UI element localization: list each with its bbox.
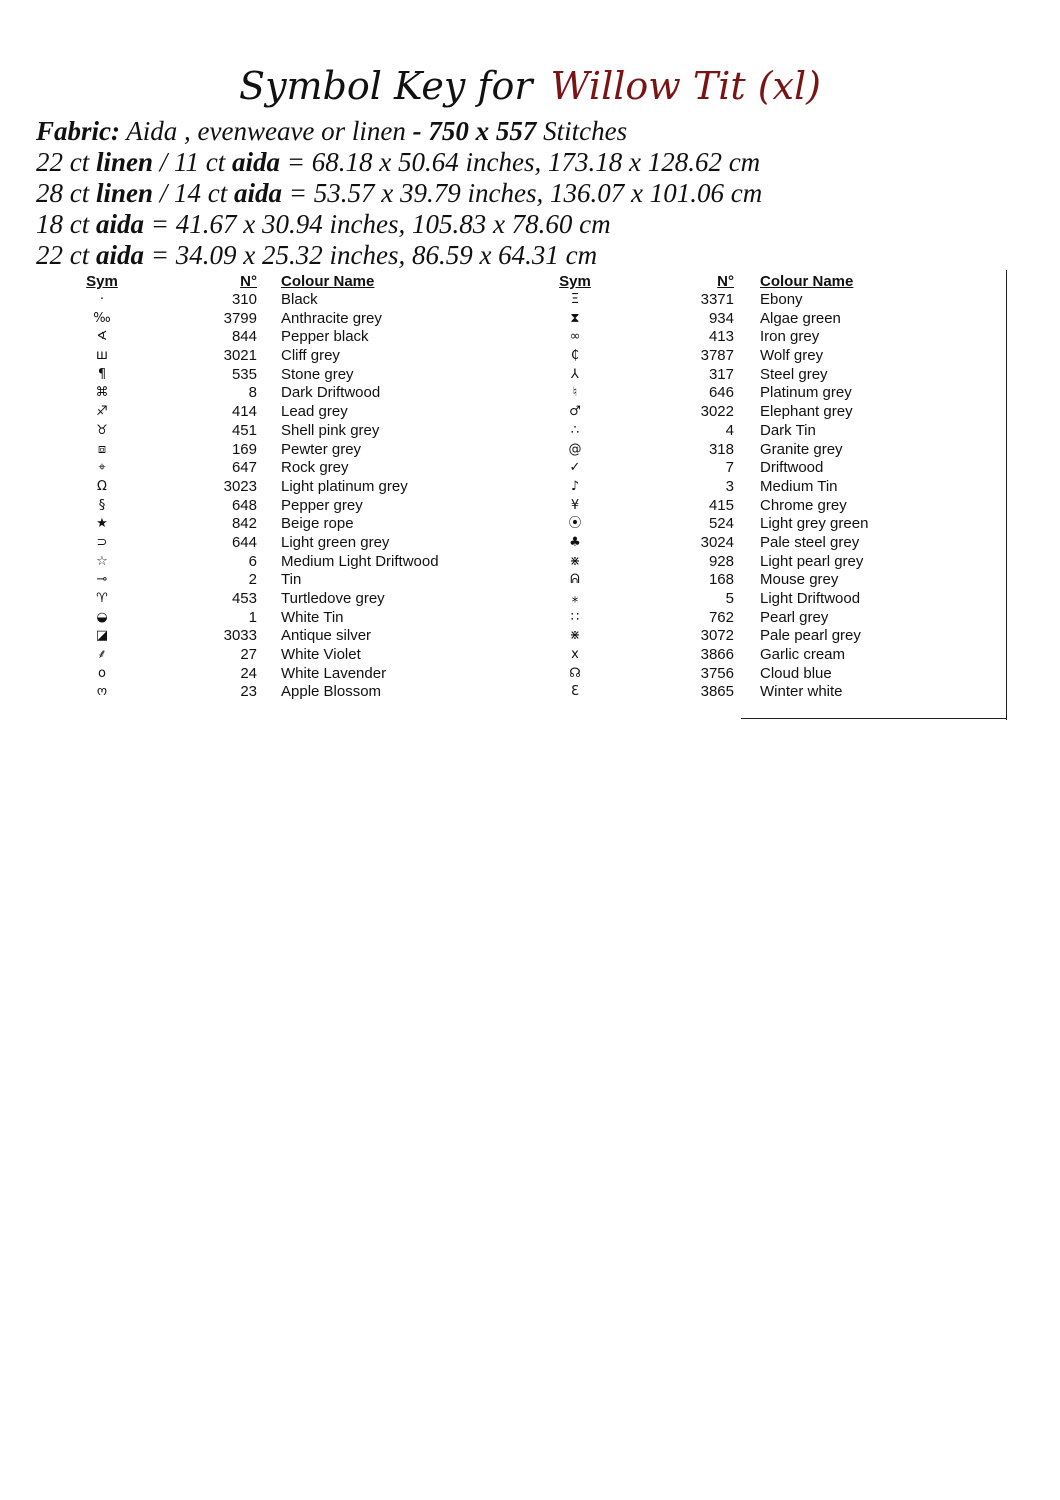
symbol-glyph: ✓ bbox=[569, 460, 581, 476]
thread-number: 168 bbox=[708, 571, 734, 589]
colour-name: White Violet bbox=[281, 646, 361, 664]
symbol-glyph: ∴ bbox=[570, 422, 580, 438]
num-header: N° bbox=[717, 273, 734, 290]
symbol-glyph: ♂ bbox=[569, 404, 581, 420]
thread-number: 647 bbox=[231, 459, 257, 477]
thread-number: 310 bbox=[231, 291, 257, 308]
colour-name: Anthracite grey bbox=[281, 309, 382, 327]
symbol-glyph: ⁎ bbox=[571, 591, 579, 606]
thread-number: 8 bbox=[248, 384, 257, 402]
thread-number: 5 bbox=[725, 590, 734, 607]
fabric-text: linen bbox=[96, 178, 154, 208]
colour-name: Pearl grey bbox=[760, 608, 829, 626]
colour-name: Dark Tin bbox=[760, 421, 816, 439]
symbol-glyph: ⦿ bbox=[568, 516, 582, 532]
symbol-glyph: ♐ bbox=[96, 404, 108, 420]
symbol-glyph: x bbox=[571, 647, 579, 663]
thread-number: 646 bbox=[708, 384, 734, 402]
thread-number: 318 bbox=[708, 440, 734, 458]
symbol-glyph: · bbox=[99, 292, 105, 307]
symbol-glyph: ⧈ bbox=[97, 441, 107, 457]
fabric-text: linen bbox=[96, 147, 154, 177]
thread-number: 453 bbox=[231, 590, 257, 607]
colour-name: Light platinum grey bbox=[281, 477, 408, 495]
fabric-text: 28 ct bbox=[36, 178, 96, 208]
table-bottom-border bbox=[741, 718, 1007, 719]
symbol-glyph: ◪ bbox=[95, 628, 109, 644]
colour-name: Steel grey bbox=[760, 365, 828, 383]
symbol-glyph: Ω bbox=[97, 478, 107, 494]
fabric-text: Aida , evenweave or linen bbox=[120, 116, 413, 146]
fabric-line bbox=[36, 240, 1036, 271]
colour-name: Dark Driftwood bbox=[281, 384, 381, 402]
thread-number: 535 bbox=[231, 365, 257, 383]
thread-number: 3022 bbox=[700, 403, 734, 421]
symbol-glyph: ⊸ bbox=[96, 572, 108, 588]
fabric-text: 18 ct bbox=[36, 209, 96, 239]
fabric-text: aida bbox=[232, 147, 281, 177]
colour-name: Cloud blue bbox=[760, 664, 832, 682]
colour-name: Apple Blossom bbox=[281, 683, 382, 701]
symbol-glyph: Ξ bbox=[570, 292, 580, 307]
colour-name: Rock grey bbox=[281, 459, 349, 477]
colour-name: Light grey green bbox=[760, 515, 869, 533]
fabric-text: Fabric: bbox=[36, 116, 120, 146]
thread-number: 415 bbox=[708, 496, 734, 514]
symbol-glyph: ⌖ bbox=[98, 460, 106, 476]
symbol-glyph: Ɛ bbox=[571, 684, 579, 700]
colour-name: Pale pearl grey bbox=[760, 627, 861, 645]
fabric-text: = 34.09 x 25.32 inches, 86.59 x 64.31 cm bbox=[144, 240, 598, 270]
thread-number: 3072 bbox=[700, 627, 734, 645]
thread-number: 7 bbox=[725, 459, 734, 477]
symbol-glyph: ⋇ bbox=[569, 628, 581, 644]
symbol-glyph: o bbox=[98, 665, 106, 681]
symbol-glyph: ∷ bbox=[570, 609, 580, 625]
colour-name: Algae green bbox=[760, 309, 841, 327]
thread-number: 3865 bbox=[700, 683, 734, 701]
thread-number: 414 bbox=[231, 403, 257, 421]
colour-name: Beige rope bbox=[281, 515, 354, 533]
fabric-text: aida bbox=[96, 240, 145, 270]
thread-number: 3799 bbox=[223, 309, 257, 327]
thread-number: 2 bbox=[248, 571, 257, 589]
thread-number: 451 bbox=[231, 421, 257, 439]
symbol-glyph: ₵ bbox=[570, 348, 580, 364]
thread-number: 3024 bbox=[700, 533, 734, 551]
table-right-border bbox=[1006, 270, 1007, 720]
fabric-text: 22 ct bbox=[36, 147, 96, 177]
colour-name: Cliff grey bbox=[281, 347, 340, 365]
colour-name: Winter white bbox=[760, 683, 843, 701]
colour-name: Shell pink grey bbox=[281, 421, 380, 439]
thread-number: 3371 bbox=[700, 291, 734, 308]
symbol-glyph: § bbox=[98, 497, 106, 513]
symbol-glyph: ♣ bbox=[569, 534, 581, 550]
thread-number: 928 bbox=[708, 552, 734, 570]
symbol-glyph: @ bbox=[568, 441, 582, 457]
colour-name: Lead grey bbox=[281, 403, 348, 421]
fabric-text: / 14 ct bbox=[153, 178, 235, 208]
colour-name: Iron grey bbox=[760, 328, 820, 346]
fabric-info bbox=[36, 116, 1036, 271]
fabric-line bbox=[36, 209, 1036, 240]
fabric-text: = 53.57 x 39.79 inches, 136.07 x 101.06 cm bbox=[282, 178, 763, 208]
colour-name: Turtledove grey bbox=[281, 590, 385, 607]
fabric-text: / 11 ct bbox=[153, 147, 233, 177]
thread-number: 169 bbox=[231, 440, 257, 458]
fabric-text: = 68.18 x 50.64 inches, 173.18 x 128.62 cm bbox=[280, 147, 761, 177]
pattern-name: Willow Tit (xl) bbox=[550, 64, 821, 108]
colour-name: Tin bbox=[281, 571, 302, 589]
symbol-glyph: ო bbox=[96, 684, 108, 700]
symbol-glyph: ☊ bbox=[569, 665, 581, 681]
symbol-glyph: ∢ bbox=[96, 329, 108, 345]
title-prefix: Symbol Key for bbox=[239, 64, 533, 108]
colour-name: Pepper grey bbox=[281, 496, 363, 514]
symbol-glyph: ⧗ bbox=[570, 310, 580, 326]
sym-header: Sym bbox=[559, 273, 591, 290]
colour-name: Driftwood bbox=[760, 459, 824, 477]
symbol-glyph: ♮ bbox=[572, 385, 578, 401]
fabric-text: aida bbox=[96, 209, 145, 239]
page-title bbox=[0, 58, 1060, 114]
thread-number: 3033 bbox=[223, 627, 257, 645]
colour-name: Medium Tin bbox=[760, 477, 838, 495]
thread-number: 524 bbox=[708, 515, 734, 533]
thread-number: 24 bbox=[240, 664, 257, 682]
thread-number: 4 bbox=[725, 421, 734, 439]
thread-number: 842 bbox=[231, 515, 257, 533]
symbol-glyph: ⅄ bbox=[571, 366, 579, 382]
symbol-glyph: ∞ bbox=[569, 329, 581, 345]
symbol-glyph: ☆ bbox=[96, 553, 108, 569]
symbol-glyph: ♈ bbox=[96, 591, 108, 606]
thread-number: 3021 bbox=[223, 347, 257, 365]
colour-name: Light pearl grey bbox=[760, 552, 864, 570]
fabric-line bbox=[36, 178, 1036, 209]
colour-name: Stone grey bbox=[281, 365, 354, 383]
colour-name: Pepper black bbox=[281, 328, 369, 346]
colour-name-header: Colour Name bbox=[760, 273, 854, 290]
symbol-glyph: ⊃ bbox=[96, 534, 108, 550]
colour-name: Ebony bbox=[760, 291, 803, 308]
colour-name: Platinum grey bbox=[760, 384, 852, 402]
symbol-glyph: ⋇ bbox=[569, 553, 581, 569]
thread-number: 762 bbox=[708, 608, 734, 626]
colour-name: Medium Light Driftwood bbox=[281, 552, 439, 570]
colour-name: Granite grey bbox=[760, 440, 843, 458]
symbol-glyph: ⸙ bbox=[97, 647, 107, 663]
fabric-text: = 41.67 x 30.94 inches, 105.83 x 78.60 cm bbox=[144, 209, 611, 239]
fabric-line bbox=[36, 116, 1036, 147]
colour-name: Elephant grey bbox=[760, 403, 853, 421]
thread-number: 648 bbox=[231, 496, 257, 514]
colour-name: Light Driftwood bbox=[760, 590, 861, 607]
thread-number: 413 bbox=[708, 328, 734, 346]
colour-name: Garlic cream bbox=[760, 646, 846, 664]
thread-number: 644 bbox=[231, 533, 257, 551]
symbol-glyph: ш bbox=[96, 348, 108, 364]
colour-name: Antique silver bbox=[281, 627, 372, 645]
fabric-text: aida bbox=[234, 178, 283, 208]
symbol-glyph: ◒ bbox=[96, 609, 108, 625]
symbol-glyph: ★ bbox=[96, 516, 108, 532]
fabric-text: - 750 x 557 bbox=[412, 116, 537, 146]
colour-name-header: Colour Name bbox=[281, 273, 375, 290]
colour-name: Chrome grey bbox=[760, 496, 847, 514]
fabric-text: Stitches bbox=[536, 116, 628, 146]
symbol-glyph: ♪ bbox=[570, 478, 580, 494]
thread-number: 934 bbox=[708, 309, 734, 327]
thread-number: 6 bbox=[248, 552, 257, 570]
thread-number: 27 bbox=[240, 646, 257, 664]
fabric-line bbox=[36, 147, 1036, 178]
thread-number: 1 bbox=[248, 608, 257, 626]
symbol-glyph: ¶ bbox=[97, 366, 107, 382]
thread-number: 3756 bbox=[700, 664, 734, 682]
thread-number: 3866 bbox=[700, 646, 734, 664]
thread-number: 3023 bbox=[223, 477, 257, 495]
symbol-glyph: ¥ bbox=[570, 497, 580, 513]
symbol-glyph: ⌘ bbox=[95, 385, 109, 401]
num-header: N° bbox=[240, 273, 257, 290]
colour-name: White Tin bbox=[281, 608, 344, 626]
thread-number: 844 bbox=[231, 328, 257, 346]
colour-name: Light green grey bbox=[281, 533, 390, 551]
thread-number: 23 bbox=[240, 683, 257, 701]
thread-number: 317 bbox=[708, 365, 734, 383]
sym-header: Sym bbox=[86, 273, 118, 290]
thread-number: 3787 bbox=[700, 347, 734, 365]
colour-name: Black bbox=[281, 291, 318, 308]
symbol-glyph: ᕱ bbox=[570, 572, 580, 588]
symbol-glyph: ♉ bbox=[96, 422, 108, 438]
colour-name: Wolf grey bbox=[760, 347, 824, 365]
colour-name: Pewter grey bbox=[281, 440, 362, 458]
colour-name: Pale steel grey bbox=[760, 533, 860, 551]
colour-name: White Lavender bbox=[281, 664, 387, 682]
symbol-glyph: ‰ bbox=[93, 310, 111, 326]
colour-name: Mouse grey bbox=[760, 571, 839, 589]
fabric-text: 22 ct bbox=[36, 240, 96, 270]
thread-number: 3 bbox=[725, 477, 734, 495]
